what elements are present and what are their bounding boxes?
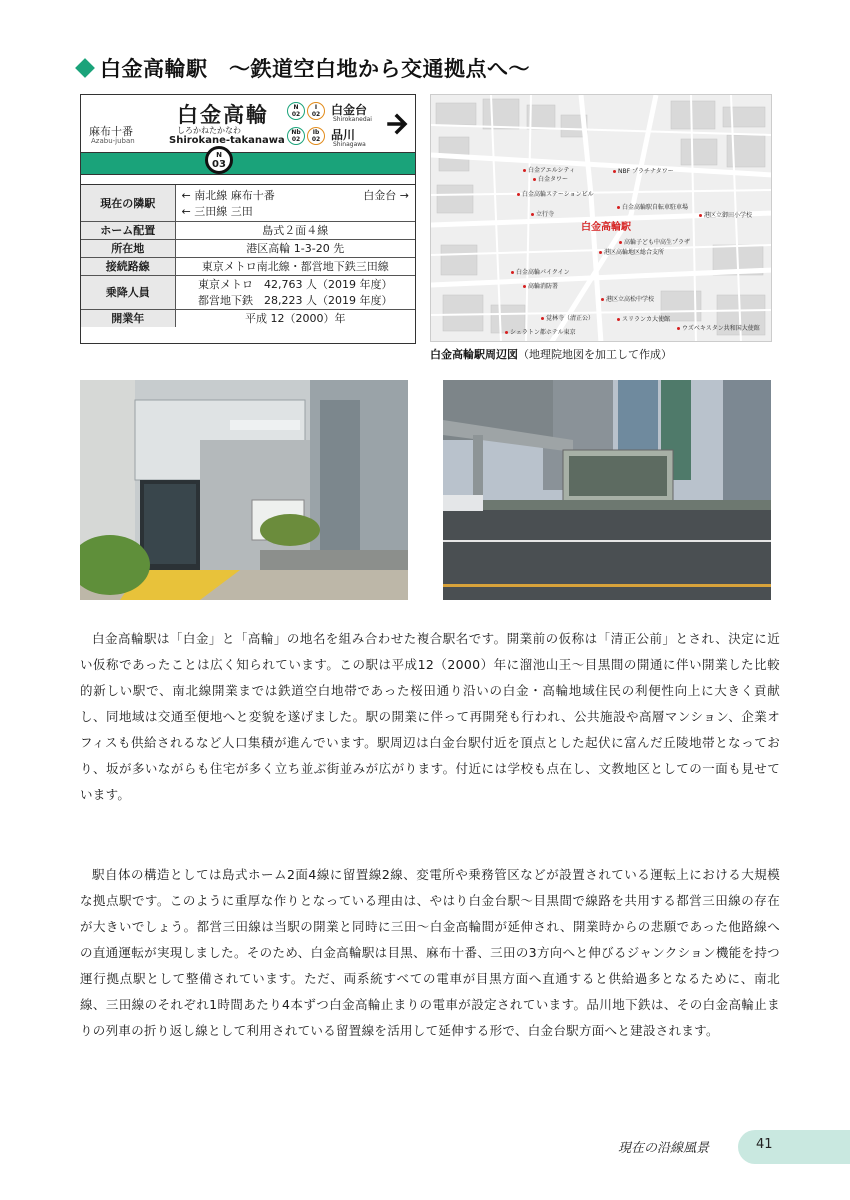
value-platform: 島式２面４線 (175, 221, 415, 239)
map-place: 港区立御田小学校 (699, 210, 752, 219)
label-address: 所在地 (81, 239, 175, 257)
map-place: 港区高輪地区総合支所 (599, 247, 664, 256)
table-row (81, 257, 415, 275)
area-map (430, 94, 772, 342)
station-name-kana: しろかねたかなわ (177, 126, 241, 135)
running-footer-title: 現在の沿線風景 (618, 1141, 710, 1156)
station-marker-label: 白金高輪駅 (581, 222, 631, 233)
map-caption-note: （地理院地図を加工して作成） (518, 348, 672, 361)
table-row (81, 239, 415, 257)
diamond-bullet-icon (75, 58, 95, 78)
map-place: 白金高輪駅自転車駐車場 (617, 202, 688, 211)
value-passengers: 東京メトロ 42,763 人（2019 年度） 都営地下鉄 28,223 人（2019 年度） (175, 275, 415, 309)
next-station-jp-2: 品川 (331, 128, 356, 142)
page-number: 41 (756, 1137, 773, 1152)
station-number-icon: Ib 02 (307, 127, 325, 145)
station-sign (81, 95, 415, 153)
prev-station-jp: 麻布十番 (89, 125, 133, 138)
value-neighbor: ← 南北線 麻布十番 白金台 → ← 三田線 三田 (181, 188, 409, 218)
table-row (81, 185, 415, 221)
label-opened: 開業年 (81, 309, 175, 327)
map-place: 高輪子ども中高生プラザ (619, 237, 690, 246)
label-passengers: 乗降人員 (81, 275, 175, 309)
label-neighbor: 現在の隣駅 (81, 185, 175, 221)
next-station-codes-2 (287, 127, 325, 145)
map-place: 立行寺 (531, 209, 554, 218)
table-row (81, 309, 415, 327)
station-number-icon: N 02 (287, 102, 305, 120)
next-station-jp: 白金台 (331, 103, 368, 117)
station-number-badge: N 03 (205, 146, 233, 174)
map-place: 高輪消防署 (523, 281, 558, 290)
station-number-icon: I 02 (307, 102, 325, 120)
map-place: 覚林寺（清正公） (541, 313, 594, 322)
line-color-band (81, 153, 415, 175)
map-place: ウズベキスタン共和国大使館 (677, 323, 760, 332)
station-name-jp: 白金高輪 (177, 103, 269, 127)
next-station-codes-1 (287, 102, 325, 120)
map-place: 港区立高松中学校 (601, 294, 654, 303)
body-paragraph-2: 駅自体の構造としては島式ホーム2面4線に留置線2線、変電所や乗務管区などが設置されている運転上における大規模な拠点駅です。このように重厚な作りとなっている理由は、やはり白金台駅～目黒間で線路を共用する都営三田線の存在が大きいでしょう。都営三田線は当駅の開業と同時に三田～白金高輪間が延伸され、開業時からの悲願であった他路線への直通運転が実現しました。そのため、白金高輪駅は目黒、麻布十番、三田の3方向へと伸びるジャンクション機能を持つ運行拠点駅として整備されています。ただ、両系統すべての電車が目黒方面へ直通すると供給過多となるために、南北線、三田線のそれぞれ1時間あたり4本ずつ白金高輪止まりの電車が設定されています。品川地下鉄は、その白金高輪止まりの列車の折り返し線として利用されている留置線を活用して延伸する形で、白金台駅方面へと建設されます。 (80, 867, 780, 1038)
map-place: シェラトン都ホテル東京 (505, 327, 576, 336)
body-paragraph-1: 白金高輪駅は「白金」と「高輪」の地名を組み合わせた複合駅名です。開業前の仮称は「清正公前」とされ、決定に近い仮称であったことは広く知られています。この駅は平成12（2000）年に溜池山王～目黒間の開通に伴い開業した比較的新しい駅で、南北線開業までは鉄道空白地帯であった桜田通り沿いの白金・高輪地域住民の利便性向上に大きく貢献し、同地域は交通至便地へと変貌を遂げました。駅の開業に伴って再開発も行われ、公共施設や高層マンション、企業オフィスも供給されるなど人口集積が進んでいます。駅周辺は白金台駅付近を頂点とした起伏に富んだ丘陵地帯となっており、坂が多いながらも住宅が多く立ち並ぶ街並みが広がります。付近には学校も点在し、文教地区としての一面も見せています。 (80, 631, 780, 802)
map-place: 白金高輪ステーションビル (517, 189, 594, 198)
map-caption-title: 白金高輪駅周辺図 (430, 348, 518, 361)
station-info-panel (80, 94, 416, 344)
value-lines: 東京メトロ南北線・都営地下鉄三田線 (175, 257, 415, 275)
station-number-icon: Nb 02 (287, 127, 305, 145)
street-overpass-photo (443, 380, 771, 600)
table-row (81, 275, 415, 309)
map-place: 白金アエルシティ (523, 165, 575, 174)
table-row (81, 221, 415, 239)
next-station-en-2: Shinagawa (333, 141, 366, 148)
map-place: 白金タワー (533, 174, 568, 183)
station-entrance-photo (80, 380, 408, 600)
value-opened: 平成 12（2000）年 (175, 309, 415, 327)
value-address: 港区高輪 1-3-20 先 (175, 239, 415, 257)
prev-station-en: Azabu-juban (91, 137, 135, 145)
label-platform: ホーム配置 (81, 221, 175, 239)
section-heading (78, 52, 530, 84)
map-caption (430, 346, 672, 362)
next-station-en: Shirokanedai (333, 116, 372, 123)
map-place: スリランカ大使館 (617, 314, 670, 323)
page-number-tab (738, 1130, 850, 1164)
station-info-table (81, 185, 415, 327)
arrow-right-icon (387, 113, 409, 135)
heading-text: 白金高輪駅 ～鉄道空白地から交通拠点へ～ (100, 57, 530, 81)
map-place: 白金高輪パイクイン (511, 267, 570, 276)
station-name-en: Shirokane-takanawa (169, 135, 285, 146)
label-lines: 接続路線 (81, 257, 175, 275)
map-place: NBF プラチナタワー (613, 166, 674, 175)
